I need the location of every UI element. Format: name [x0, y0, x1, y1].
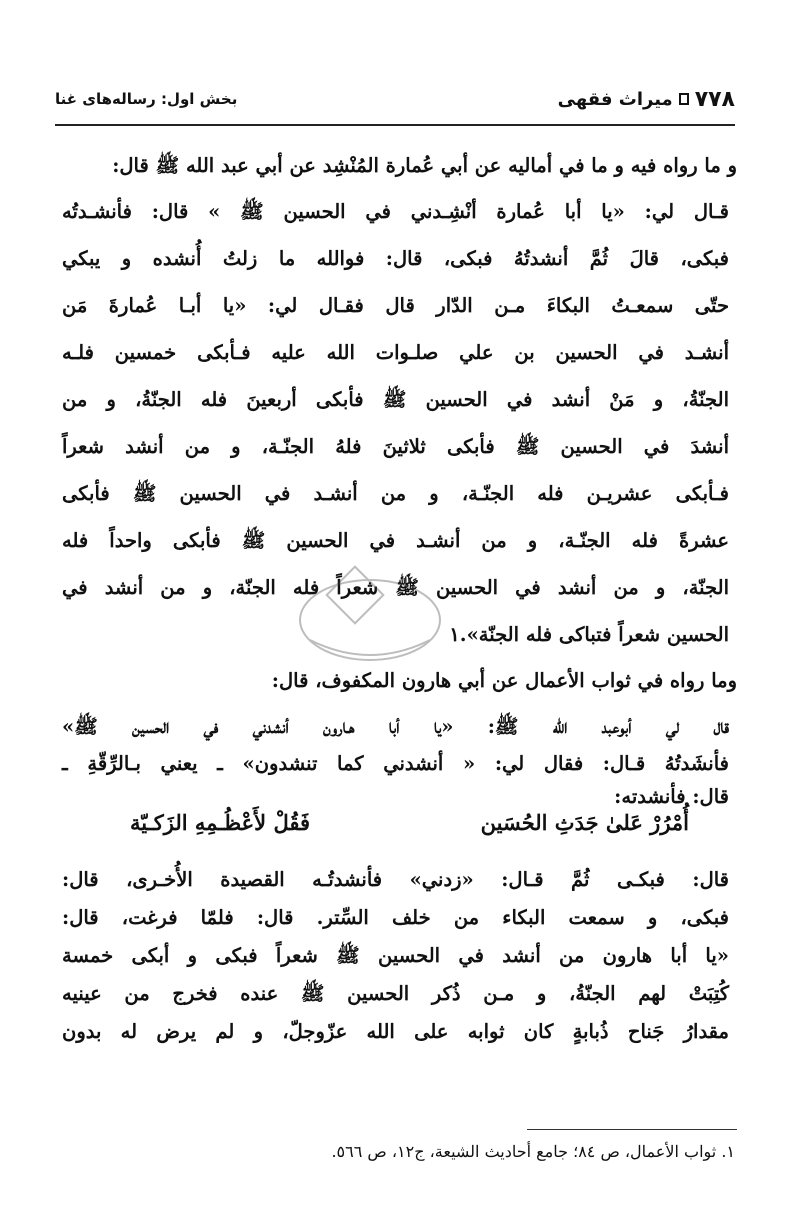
- paragraph-line: كُتِبَتْ لهم الجنّةُ، و مـن ذُكر الحسين ﷺ عنده فخرج من عينيه: [62, 982, 729, 1005]
- paragraph-line: و ما رواه فيه و ما في أماليه عن أبي عُمارة المُنْشِد عن أبي عبد الله ﷺ قال:: [112, 154, 737, 177]
- verse-hemistich-left: فَقُلْ لأَعْظُـمِهِ الزَكـيّة: [130, 810, 311, 835]
- paragraph-line: الجنّةُ، و مَنْ أنشد في الحسين ﷺ فأبكى أربعينَ فله الجنّةُ، و من: [62, 388, 729, 411]
- paragraph-line: قال: فأنشدته:: [614, 785, 729, 808]
- header-right: [558, 87, 735, 112]
- paragraph-line: حتّى سمعـتُ البكاءَ مـن الدّار قال فقـال لي: «يا أبـا عُمارةَ مَن: [62, 294, 729, 317]
- paragraph-line: «يا أبا هارون من أنشد في الحسين ﷺ شعراً فبكى و أبكى خمسة: [62, 944, 729, 967]
- paragraph-line: الحسين شعراً فتباكى فله الجنّة».١: [449, 623, 729, 646]
- page-header: [55, 84, 735, 114]
- paragraph-line: قال: فبكـى ثُمَّ قـال: «زدني» فأنشدتُـه القصيدة الأُخـرى، قال:: [62, 868, 729, 891]
- paragraph-line: أنشدَ في الحسين ﷺ فأبكى ثلاثينَ فلهُ الجنّـة، و من أنشد شعراً: [62, 435, 729, 458]
- section-title: بخش اول: رساله‌های غنا: [55, 90, 238, 108]
- book-title: میراث فقهی: [557, 88, 673, 110]
- paragraph-line: فـأبكى عشريـن فله الجنّـة، و من أنشـد في الحسين ﷺ فأبكى: [62, 482, 729, 505]
- footnote-rule: [527, 1129, 737, 1130]
- paragraph-line: فبكى، و سمعت البكاء من خلف السِّتر. قال: فلمّا فرغت، قال:: [62, 906, 729, 929]
- footnote: ١. ثواب الأعمال، ص ٨٤؛ جامع أحاديث الشيعة، ج١٢، ص ٥٦٦.: [331, 1142, 735, 1161]
- paragraph-line: فأنشَدتُهُ قـال: فقال لي: « أنشدني كما تنشدون» ـ يعني بـالرِّقّةِ ـ: [62, 752, 729, 775]
- header-rule: [55, 124, 735, 126]
- paragraph-line: عشرةً فله الجنّـة، و من أنشـد في الحسين ﷺ فأبكى واحداً فله: [62, 529, 729, 552]
- verse-hemistich-right: أُمْرُرْ عَلىٰ جَدَثِ الحُسَين: [480, 810, 689, 835]
- paragraph-line: مقدارُ جَناح ذُبابةٍ كان ثوابه على الله عزّوجلّ، و لم يرض له بدون: [62, 1020, 729, 1043]
- library-stamp-icon: [290, 560, 450, 670]
- paragraph-line: أنشـد في الحسين بن علي صلـوات الله عليه فـأبكى خمسين فلـه: [62, 341, 729, 364]
- paragraph-line: قـال لي: «يا أبا عُمارة أنْشِـدني في الحسين ﷺ » قال: فأنشـدتُه: [62, 200, 729, 223]
- paragraph-line: الجنّة، و من أنشد في الحسين ﷺ شعراً فله الجنّة، و من أنشد في: [62, 576, 729, 599]
- page-number: ۷۷۸: [694, 86, 735, 112]
- paragraph-line: وما رواه في ثواب الأعمال عن أبي هارون المكفوف، قال:: [271, 669, 737, 692]
- header-separator-icon: [679, 93, 689, 105]
- paragraph-line: فبكى، قالَ ثُمَّ أنشدتُهُ فبكى، قال: فوالله ما زلتُ أُنشده و يبكي: [62, 247, 729, 270]
- paragraph-line: قال لي أبوعبد الله ﷺ: «يا أبا هـارون أنشدني في الحسين ﷺ»: [62, 715, 729, 738]
